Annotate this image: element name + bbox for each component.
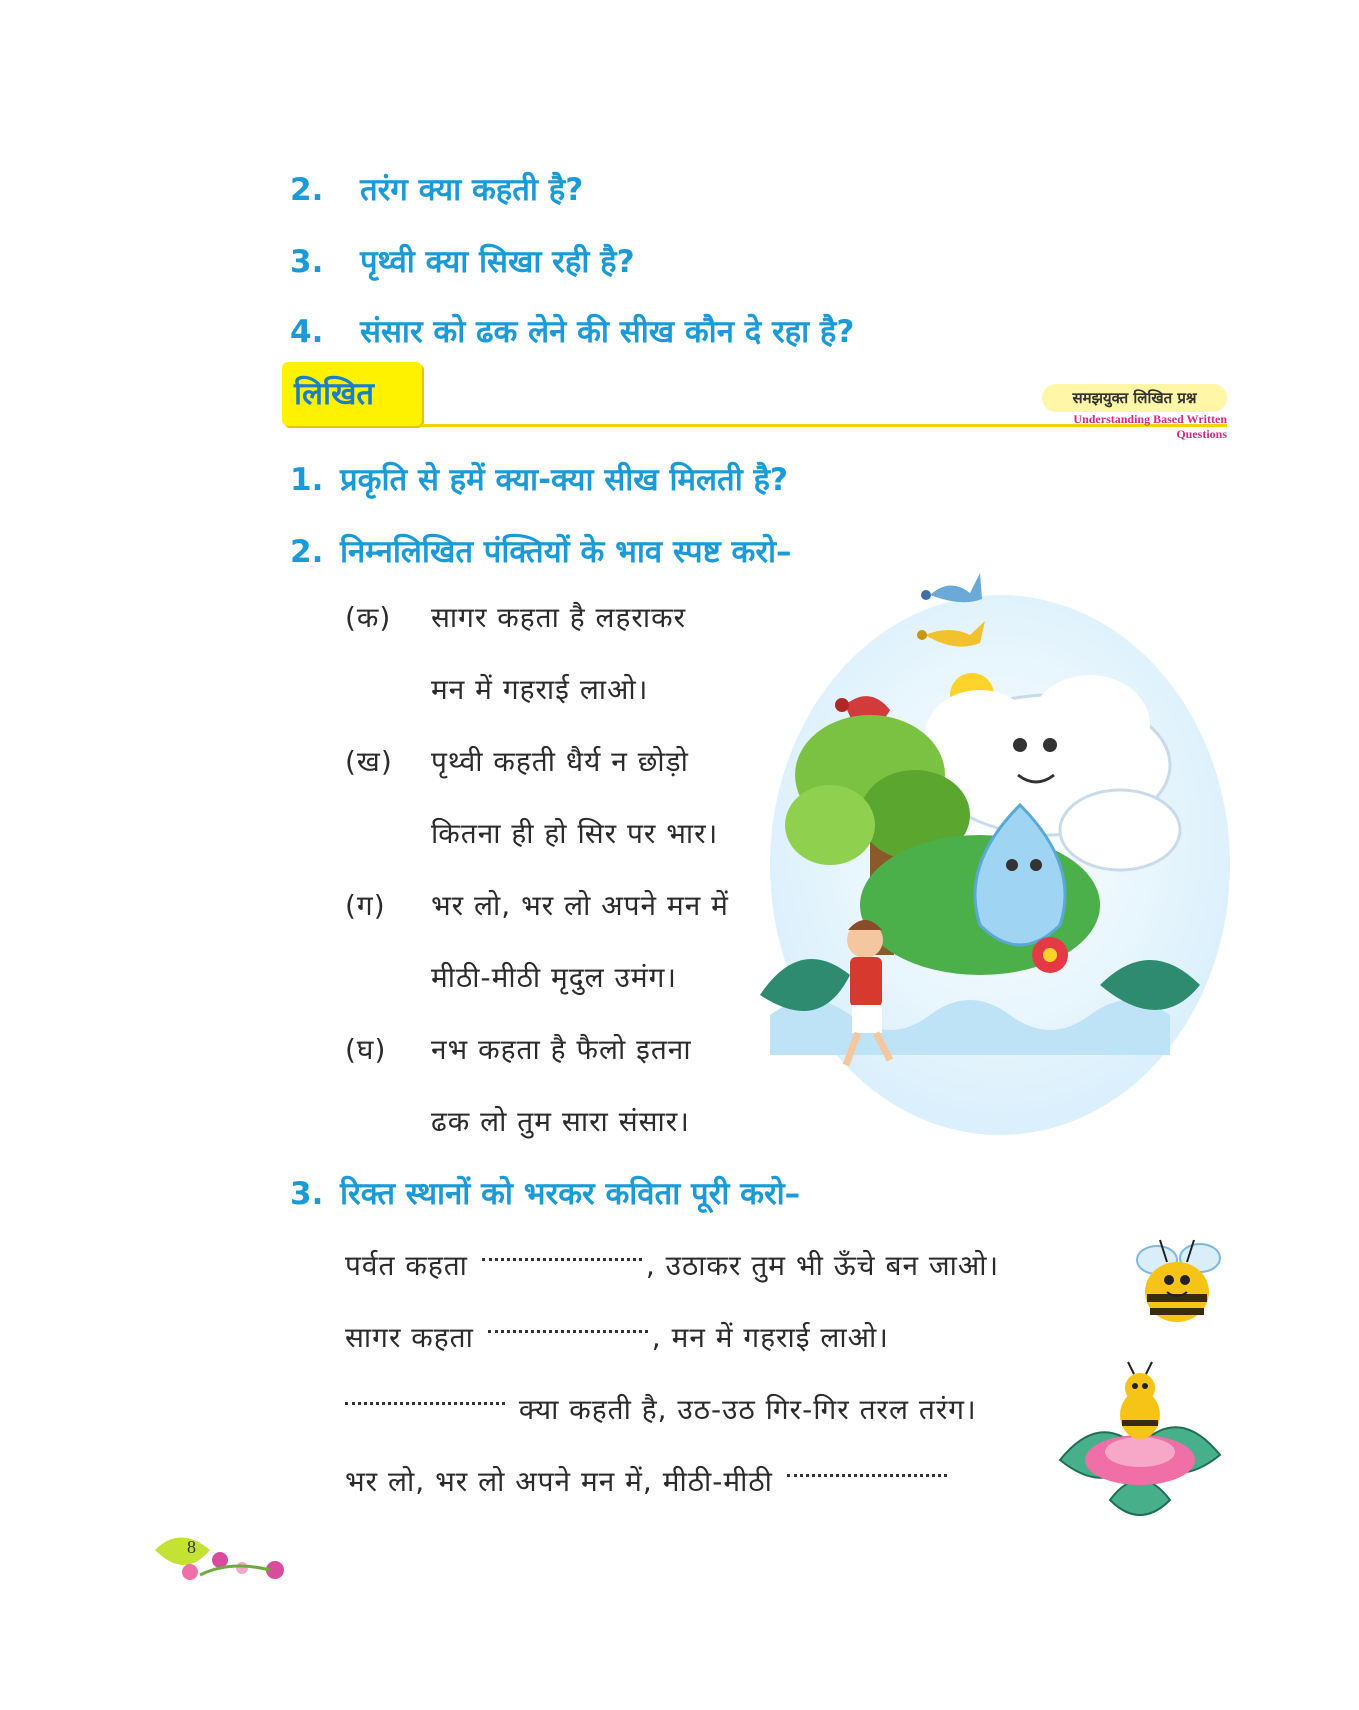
blank-before-text: पर्वत कहता xyxy=(345,1249,468,1282)
verse-ga-line2 xyxy=(431,958,677,996)
question-number: 2. xyxy=(290,172,324,208)
section-badge xyxy=(282,362,422,426)
nature-illustration xyxy=(750,545,1230,1145)
question-written-3 xyxy=(290,1172,800,1214)
verse-ka-line2 xyxy=(431,670,648,708)
question-text: रिक्त स्थानों को भरकर कविता पूरी करो– xyxy=(340,1176,801,1212)
section-tag-english: Understanding Based Written Questions xyxy=(1073,412,1227,441)
question-written-1 xyxy=(290,458,788,500)
blank-dots xyxy=(488,1330,648,1333)
bee-on-flower-icon xyxy=(1050,1360,1230,1530)
verse-text: ढक लो तुम सारा संसार। xyxy=(431,1105,690,1138)
verse-text: मन में गहराई लाओ। xyxy=(431,673,649,706)
blank-line-1 xyxy=(345,1246,999,1284)
section-title: लिखित xyxy=(294,376,375,412)
question-oral-2 xyxy=(290,168,583,210)
blank-line-2 xyxy=(345,1318,889,1356)
verse-label: (क) xyxy=(345,601,392,634)
verse-text: कितना ही हो सिर पर भार। xyxy=(431,817,719,850)
verse-kha-line1 xyxy=(345,742,689,780)
blank-before-text: भर लो, भर लो अपने मन में, मीठी-मीठी xyxy=(345,1465,773,1498)
blank-after-text: क्या कहती है, उठ-उठ गिर-गिर तरल तरंग। xyxy=(518,1393,977,1426)
question-number: 1. xyxy=(290,462,324,498)
verse-label: (ग) xyxy=(345,889,386,922)
verse-label: (घ) xyxy=(345,1033,387,1066)
question-text: पृथ्वी क्या सिखा रही है? xyxy=(360,244,635,280)
verse-text: नभ कहता है फैलो इतना xyxy=(431,1033,692,1066)
question-written-2 xyxy=(290,530,792,572)
question-number: 3. xyxy=(290,244,324,280)
verse-gha-line1 xyxy=(345,1030,692,1068)
question-text: संसार को ढक लेने की सीख कौन दे रहा है? xyxy=(360,314,855,350)
blank-after-text: , मन में गहराई लाओ। xyxy=(651,1321,889,1354)
question-text: तरंग क्या कहती है? xyxy=(360,172,584,208)
verse-label: (ख) xyxy=(345,745,393,778)
blank-dots xyxy=(345,1402,505,1405)
verse-text: भर लो, भर लो अपने मन में xyxy=(431,889,729,922)
verse-ga-line1 xyxy=(345,886,729,924)
question-oral-3 xyxy=(290,240,635,282)
page-number: 8 xyxy=(187,1537,196,1557)
question-number: 4. xyxy=(290,314,324,350)
flower-icon xyxy=(1032,937,1068,973)
question-text: प्रकृति से हमें क्या-क्या सीख मिलती है? xyxy=(340,462,788,498)
blank-dots xyxy=(482,1258,642,1261)
verse-text: सागर कहता है लहराकर xyxy=(431,601,687,634)
verse-kha-line2 xyxy=(431,814,718,852)
verse-gha-line2 xyxy=(431,1102,690,1140)
page-ornament-icon xyxy=(150,1530,290,1590)
blank-dots xyxy=(787,1474,947,1477)
blank-line-4 xyxy=(345,1462,951,1500)
verse-ka-line1 xyxy=(345,598,686,636)
verse-text: पृथ्वी कहती धैर्य न छोड़ो xyxy=(431,745,689,778)
bee-icon xyxy=(1122,1232,1232,1332)
cloud-icon xyxy=(1060,790,1180,870)
question-number: 2. xyxy=(290,534,324,570)
blank-line-3 xyxy=(345,1390,977,1428)
blank-after-text: , उठाकर तुम भी ऊँचे बन जाओ। xyxy=(645,1249,1000,1282)
question-text: निम्नलिखित पंक्तियों के भाव स्पष्ट करो– xyxy=(340,534,792,570)
section-tag-hindi: समझयुक्त लिखित प्रश्न xyxy=(1042,384,1227,412)
question-oral-4 xyxy=(290,310,854,352)
bird-icon xyxy=(921,573,982,602)
verse-text: मीठी-मीठी मृदुल उमंग। xyxy=(431,961,677,994)
blank-before-text: सागर कहता xyxy=(345,1321,474,1354)
question-number: 3. xyxy=(290,1176,324,1212)
wave-icon xyxy=(770,1000,1170,1055)
